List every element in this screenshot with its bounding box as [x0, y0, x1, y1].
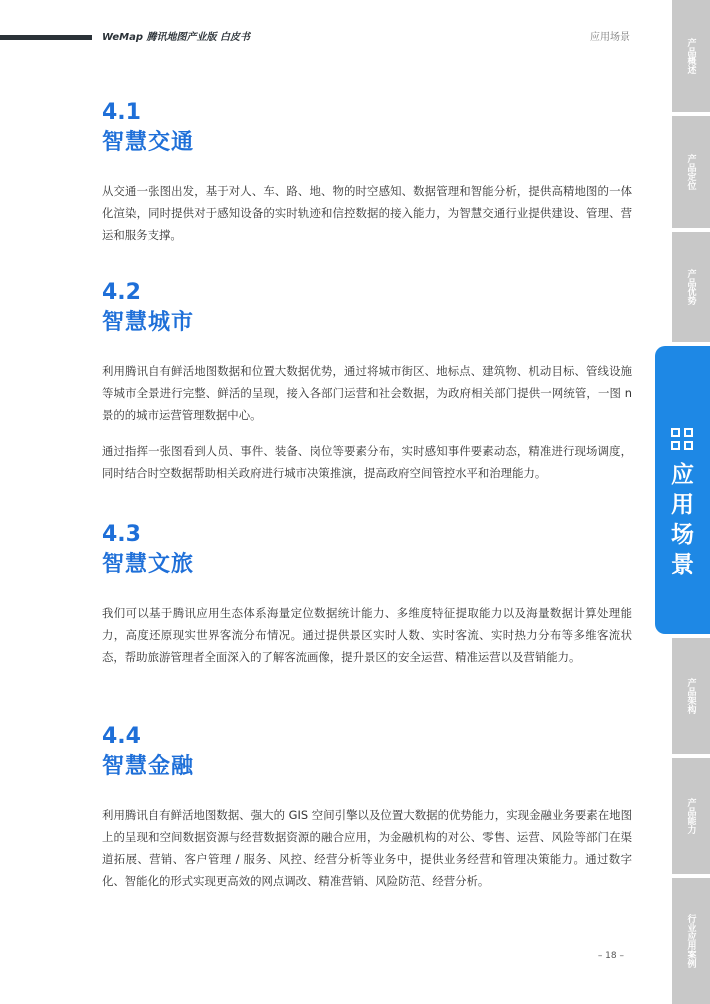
section-4-3: [102, 522, 632, 668]
section-number: 4.1: [102, 100, 141, 125]
sidebar-tab-label: 产品概述: [685, 38, 696, 74]
sidebar-tab-label: 产品优势: [685, 269, 696, 305]
header-accent-bar: [0, 35, 92, 40]
sidebar-tab-capabilities[interactable]: [672, 758, 710, 874]
section-number: 4.4: [102, 724, 141, 749]
grid-icon: [671, 428, 695, 452]
page-number: – 18 –: [597, 951, 624, 961]
sidebar-tab-label: 产品架构: [685, 678, 696, 714]
section-paragraph: 我们可以基于腾讯应用生态体系海量定位数据统计能力、多维度特征提取能力以及海量数据计算处理能力，高度还原现实世界客流分布情况。通过提供景区实时人数、实时客流、实时热力分布等多维客流状态，帮助旅游管理者全面深入的了解客流画像，提升景区的安全运营、精准运营以及营销能力。: [102, 606, 632, 664]
section-number: 4.2: [102, 280, 141, 305]
section-paragraph: 从交通一张图出发，基于对人、车、路、地、物的时空感知、数据管理和智能分析，提供高精地图的一体化渲染，同时提供对于感知设备的实时轨迹和信控数据的接入能力，为智慧交通行业提供建设、管理、营运和服务支撑。: [102, 184, 632, 242]
section-paragraph: 利用腾讯自有鲜活地图数据和位置大数据优势，通过将城市街区、地标点、建筑物、机动目标、管线设施等城市全景进行完整、鲜活的呈现，接入各部门运营和社会数据，为政府相关部门提供一网统管，一图 n 景的的城市运营管理数据中心。: [102, 364, 632, 422]
sidebar-tab-overview[interactable]: [672, 0, 710, 112]
section-label: 应用场景: [590, 32, 630, 43]
section-title: 智慧交通: [102, 130, 195, 155]
section-title: 智慧金融: [102, 754, 195, 779]
section-title: 智慧城市: [102, 310, 195, 335]
sidebar-tab-architecture[interactable]: [672, 638, 710, 754]
section-4-1: [102, 100, 632, 246]
document-title: WeMap 腾讯地图产业版 白皮书: [102, 32, 250, 43]
sidebar-tab-cases[interactable]: [672, 878, 710, 1004]
sidebar-tab-positioning[interactable]: [672, 116, 710, 228]
section-title: 智慧文旅: [102, 552, 195, 577]
section-4-4: [102, 724, 632, 892]
sidebar-tab-scenarios-active[interactable]: [655, 346, 710, 634]
sidebar-tab-label: 行业应用案例: [685, 914, 696, 968]
section-number: 4.3: [102, 522, 141, 547]
section-paragraph: 通过指挥一张图看到人员、事件、装备、岗位等要素分布，实时感知事件要素动态，精准进行现场调度，同时结合时空数据帮助相关政府进行城市决策推演，提高政府空间管控水平和治理能力。: [102, 444, 632, 480]
section-4-2: [102, 280, 632, 484]
section-paragraph: 利用腾讯自有鲜活地图数据、强大的 GIS 空间引擎以及位置大数据的优势能力，实现金融业务要素在地图上的呈现和空间数据资源与经营数据资源的融合应用，为金融机构的对公、零售、运营、风险等部门在渠道拓展、营销、客户管理 / 服务、风控、经营分析等业务中，提供业务经营和管理决策能力。通过数字化、智能化的形式实现更高效的网点调改、精准营销、风险防范、经营分析。: [102, 808, 632, 888]
sidebar-tab-label: 产品定位: [685, 154, 696, 190]
sidebar-tab-label: 产品能力: [685, 798, 696, 834]
sidebar-tab-advantages[interactable]: [672, 232, 710, 342]
sidebar-active-label: 应用场景: [671, 462, 694, 578]
